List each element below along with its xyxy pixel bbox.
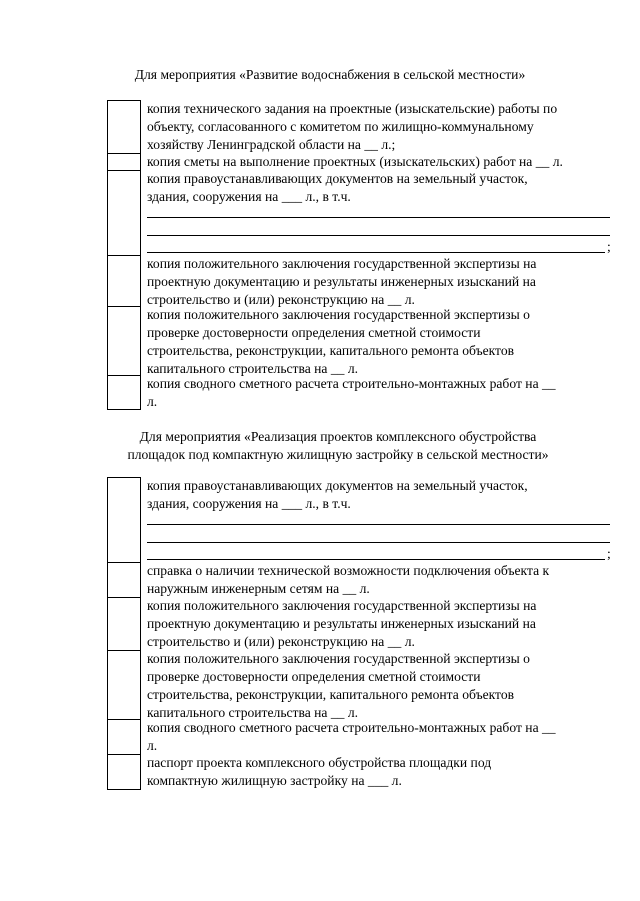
fill-line[interactable] (147, 252, 605, 253)
checklist-item (107, 650, 627, 720)
checklist-item (107, 153, 627, 171)
checkbox[interactable] (107, 562, 141, 598)
line-end-mark: ; (607, 546, 611, 561)
fill-line[interactable] (147, 217, 610, 218)
checkbox[interactable] (107, 719, 141, 755)
item-text: копия сметы на выполнение проектных (изыскательских) работ на __ л. (147, 154, 563, 169)
item-text: копия сводного сметного расчета строительно-монтажных работ на __ л. (147, 376, 556, 409)
checkbox[interactable] (107, 170, 141, 256)
item-text: копия технического задания на проектные (изыскательские) работы по объекту, согласованного с комитетом по жилищно-коммунальному хозяйству Ленинградской области на __ л.; (147, 101, 558, 152)
fill-line[interactable] (147, 559, 605, 560)
checkbox[interactable] (107, 306, 141, 376)
checkbox[interactable] (107, 477, 141, 563)
checklist-item (107, 255, 627, 307)
checklist-item (107, 170, 627, 256)
checklist-item (107, 477, 627, 563)
fill-line[interactable] (147, 235, 610, 236)
item-text: копия сводного сметного расчета строительно-монтажных работ на __ л. (147, 720, 556, 753)
checklist-item (107, 100, 627, 154)
item-text: копия положительного заключения государственной экспертизы о проверке достоверности определения сметной стоимости строительства, реконструкции, капитального ремонта объектов капитального строительства на __ л. (147, 307, 530, 376)
item-text: копия положительного заключения государственной экспертизы на проектную документацию и результаты инженерных изысканий на строительство и (или) реконструкцию на __ л. (147, 598, 537, 649)
checkbox[interactable] (107, 754, 141, 790)
item-text: копия правоустанавливающих документов на земельный участок, здания, сооружения на ___ л., в т.ч. (147, 478, 528, 511)
item-text: справка о наличии технической возможности подключения объекта к наружным инженерным сетям на __ л. (147, 563, 550, 596)
item-text: копия положительного заключения государственной экспертизы о проверке достоверности определения сметной стоимости строительства, реконструкции, капитального ремонта объектов капитального строительства на __ л. (147, 651, 530, 720)
section1-title: Для мероприятия «Развитие водоснабжения в сельской местности» (134, 67, 526, 82)
item-text: копия положительного заключения государственной экспертизы на проектную документацию и результаты инженерных изысканий на строительство и (или) реконструкцию на __ л. (147, 256, 537, 307)
checklist-item (107, 754, 627, 790)
checkbox[interactable] (107, 597, 141, 651)
section2-title: Для мероприятия «Реализация проектов комплексного обустройства площадок под компактную жилищную застройку в сельской местности» (127, 429, 549, 462)
item-text: копия правоустанавливающих документов на земельный участок, здания, сооружения на ___ л., в т.ч. (147, 171, 528, 204)
line-end-mark: ; (607, 239, 611, 254)
fill-line[interactable] (147, 542, 610, 543)
item-text: паспорт проекта комплексного обустройства площадки под компактную жилищную застройку на ___ л. (147, 755, 492, 788)
checkbox[interactable] (107, 153, 141, 171)
checkbox[interactable] (107, 100, 141, 154)
checklist-item (107, 562, 627, 598)
fill-line[interactable] (147, 524, 610, 525)
checklist-item (107, 375, 627, 410)
checkbox[interactable] (107, 650, 141, 720)
checklist-item (107, 597, 627, 651)
checkbox[interactable] (107, 255, 141, 307)
checkbox[interactable] (107, 375, 141, 410)
checklist-item (107, 306, 627, 376)
checklist-item (107, 719, 627, 755)
